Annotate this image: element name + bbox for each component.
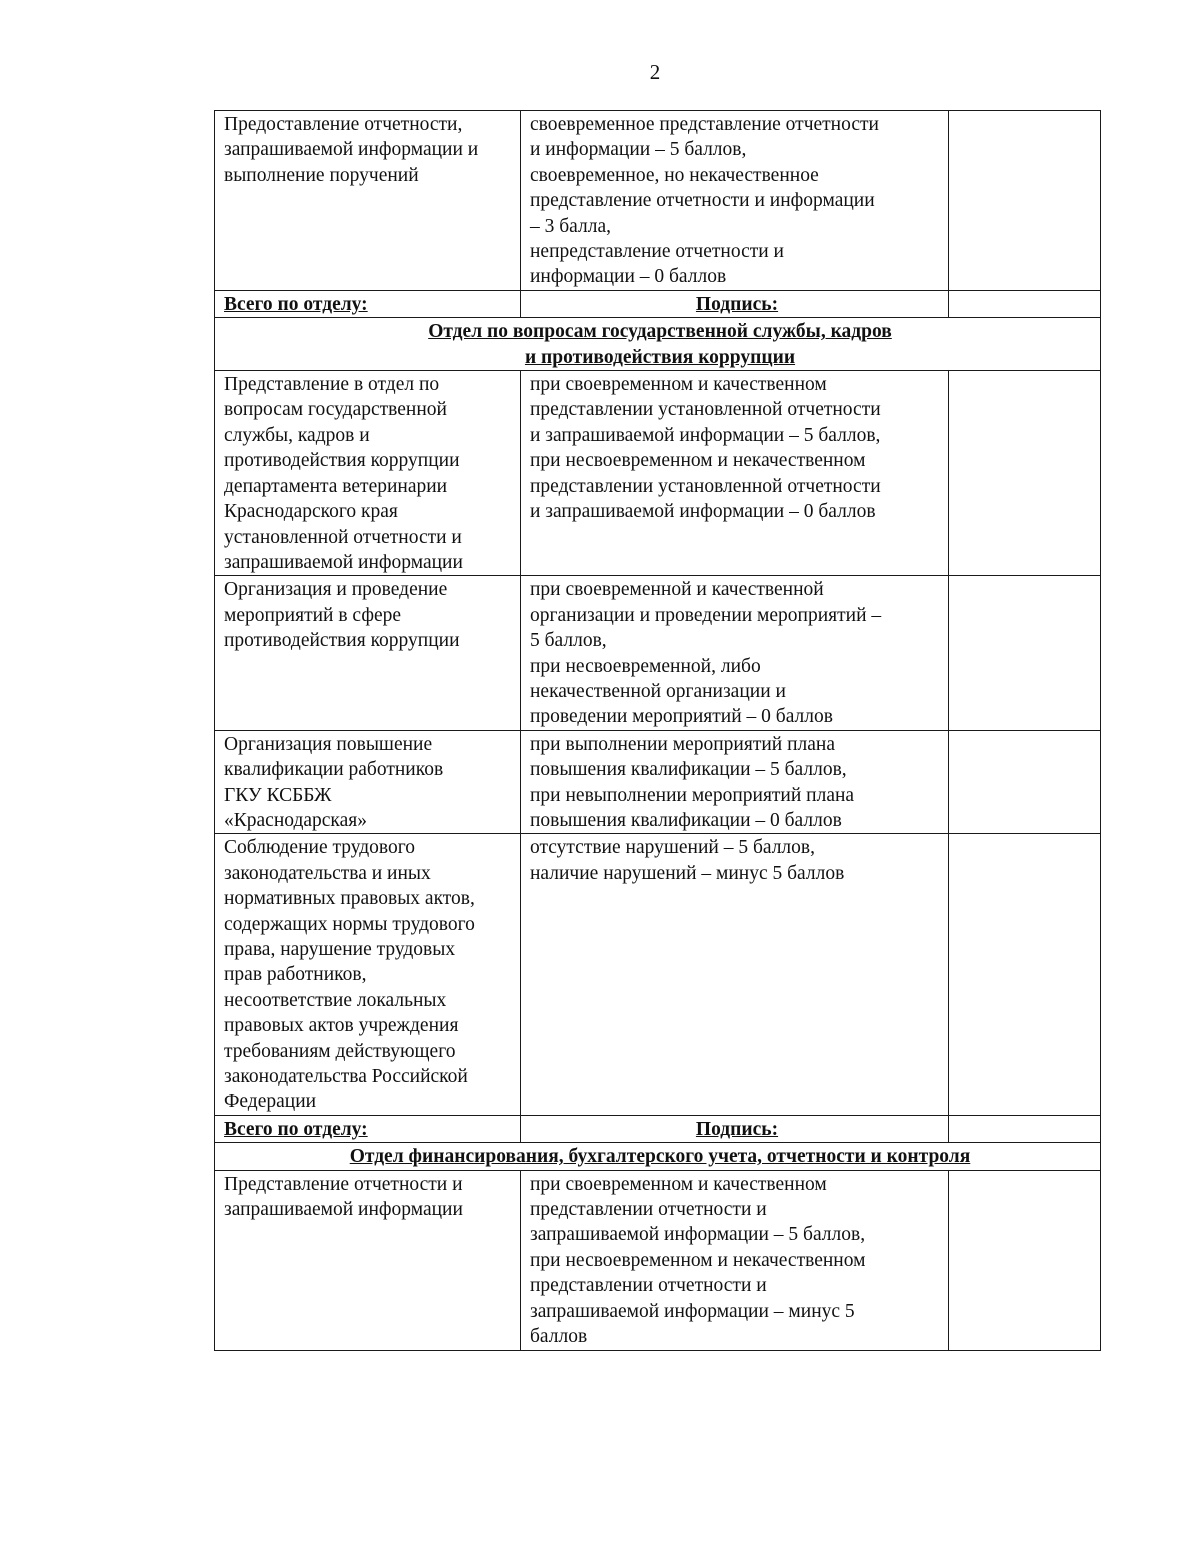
criterion-cell: Соблюдение трудового законодательства и иных нормативных правовых актов, содержащих нормы трудового права, нарушение трудовых прав работников, несоответствие локальных правовых актов учреждения требованиям действующего законодательства Российской Федерации (215, 834, 521, 1115)
evaluation-cell: при своевременной и качественной организации и проведении мероприятий – 5 баллов, при несвоевременной, либо некачественной организации и проведении мероприятий – 0 баллов (521, 576, 949, 730)
evaluation-cell: при своевременном и качественном представлении установленной отчетности и запрашиваемой информации – 5 баллов, при несвоевременном и некачественном представлении установленной отчетности и запрашиваемой информации – 0 баллов (521, 371, 949, 576)
evaluation-table (214, 110, 1101, 1351)
section-title-text: Отдел финансирования, бухгалтерского учета, отчетности и контроля (349, 1146, 971, 1168)
evaluation-cell: при выполнении мероприятий плана повышения квалификации – 5 баллов, при невыполнении мероприятий плана повышения квалификации – 0 баллов (521, 730, 949, 834)
section-title (215, 318, 1101, 371)
page-number: 2 (649, 60, 661, 84)
section-title (215, 1143, 1101, 1170)
table-row (215, 576, 1101, 730)
evaluation-cell: своевременное представление отчетности и информации – 5 баллов, своевременное, но некачественное представление отчетности и информации – 3 балла, непредставление отчетности и информации – 0 баллов (521, 111, 949, 291)
signature-label: Подпись: (521, 1115, 949, 1142)
section-title-text: Отдел по вопросам государственной службы, кадров и противодействия коррупции (428, 321, 892, 368)
score-cell (949, 1170, 1101, 1350)
total-label: Всего по отделу: (215, 1115, 521, 1142)
table-row (215, 371, 1101, 576)
total-row (215, 1115, 1101, 1142)
signature-label: Подпись: (521, 290, 949, 317)
score-cell (949, 290, 1101, 317)
criterion-cell: Предоставление отчетности, запрашиваемой информации и выполнение поручений (215, 111, 521, 291)
evaluation-cell: при своевременном и качественном представлении отчетности и запрашиваемой информации – 5 баллов, при несвоевременном и некачественном представлении отчетности и запрашиваемой информации – минус 5 баллов (521, 1170, 949, 1350)
evaluation-table-body (215, 111, 1101, 1351)
criterion-cell: Организация и проведение мероприятий в сфере противодействия коррупции (215, 576, 521, 730)
criterion-cell: Представление отчетности и запрашиваемой информации (215, 1170, 521, 1350)
criterion-cell: Представление в отдел по вопросам государственной службы, кадров и противодействия коррупции департамента ветеринарии Краснодарского края установленной отчетности и запрашиваемой информации (215, 371, 521, 576)
section-header-row (215, 318, 1101, 371)
score-cell (949, 730, 1101, 834)
table-row (215, 1170, 1101, 1350)
score-cell (949, 111, 1101, 291)
score-cell (949, 834, 1101, 1115)
criterion-cell: Организация повышение квалификации работников ГКУ КСББЖ «Краснодарская» (215, 730, 521, 834)
total-row (215, 290, 1101, 317)
table-row (215, 111, 1101, 291)
score-cell (949, 371, 1101, 576)
section-header-row (215, 1143, 1101, 1170)
score-cell (949, 1115, 1101, 1142)
evaluation-cell: отсутствие нарушений – 5 баллов, наличие нарушений – минус 5 баллов (521, 834, 949, 1115)
table-row (215, 834, 1101, 1115)
table-row (215, 730, 1101, 834)
score-cell (949, 576, 1101, 730)
total-label: Всего по отделу: (215, 290, 521, 317)
